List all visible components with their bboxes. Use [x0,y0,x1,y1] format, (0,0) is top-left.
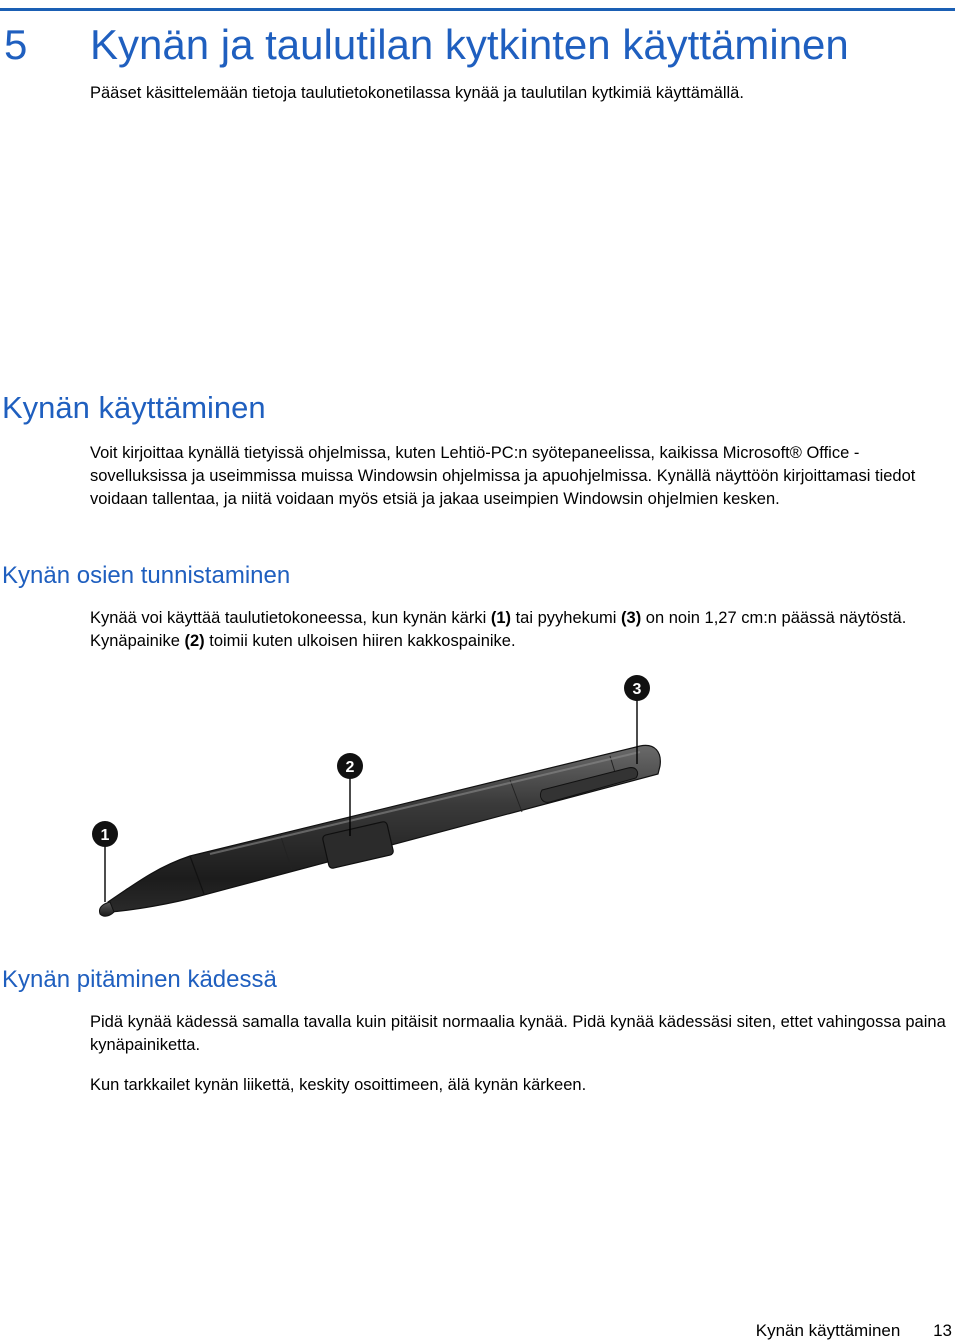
page-footer [756,1320,952,1342]
pen-illustration [80,670,680,930]
callout-3 [624,675,650,701]
footer-page-number: 13 [933,1321,952,1340]
chapter-number: 5 [4,21,28,68]
pen-parts-paragraph [90,607,956,653]
label-eraser: (3) [621,609,642,627]
footer-section-title: Kynän käyttäminen [755,1321,901,1340]
pen-use-paragraph: Voit kirjoittaa kynällä tietyissä ohjelmissa, kuten Lehtiö-PC:n syötepaneelissa, kaikissa Microsoft® Office -sovelluksissa ja useimmissa muissa Windowsin ohjelmissa ja apuohjelmissa. Kynällä näyttöön kirjoittamasi tiedot voidaan tallentaa, ja niitä voidaan myös etsiä ja jakaa useimpien Windowsin ohjelmien kesken. [90,444,916,508]
callout-1-label: 1 [100,827,110,844]
section-heading-pen-use: Kynän käyttäminen [2,390,266,425]
callout-2-label: 2 [345,759,355,776]
section-heading-pen-hold: Kynän pitäminen kädessä [2,966,277,993]
text-run: on noin 1,27 cm:n päässä näytöstä. Kynäpainike [90,609,907,650]
label-button: (2) [184,632,205,650]
chapter-title: Kynän ja taulutilan kytkinten käyttäminen [90,21,849,68]
intro-paragraph: Pääset käsittelemään tietoja taulutietokonetilassa kynää ja taulutilan kytkimiä käyttämällä. [90,84,744,102]
top-rule [0,8,955,11]
text-run: Kynää voi käyttää taulutietokoneessa, kun kynän kärki [90,609,491,627]
pen-hold-paragraph-1: Pidä kynää kädessä samalla tavalla kuin pitäisit normaalia kynää. Pidä kynää kädessäsi siten, ettet vahingossa paina kynäpainiketta. [90,1013,946,1054]
callout-3-label: 3 [632,681,642,698]
text-run: tai pyyhekumi [511,609,622,627]
callout-1 [92,821,118,847]
text-run: toimii kuten ulkoisen hiiren kakkospainike. [204,632,516,650]
callout-2 [337,753,363,779]
label-tip: (1) [490,609,511,627]
section-heading-pen-parts: Kynän osien tunnistaminen [2,562,291,589]
pen-hold-paragraph-2: Kun tarkkailet kynän liikettä, keskity osoittimeen, älä kynän kärkeen. [90,1076,587,1094]
